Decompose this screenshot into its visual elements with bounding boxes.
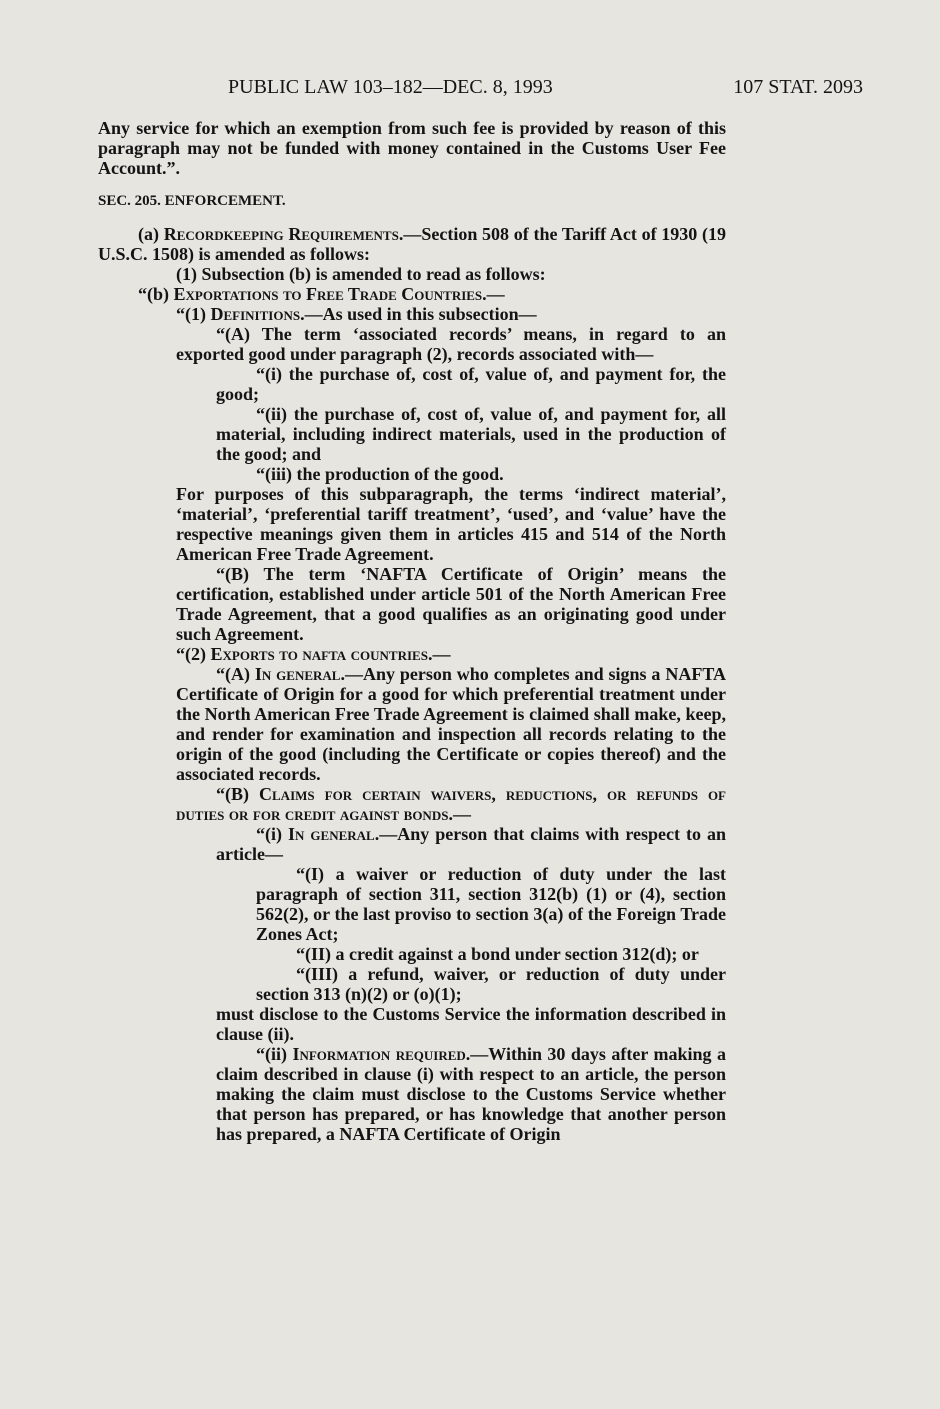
text: .—Any person that claims with respect to an article— [216, 824, 726, 864]
label: (a) [138, 224, 164, 244]
paragraph-a [98, 224, 726, 264]
text: .—Within 30 days after making a claim described in clause (i) with respect to an article, the person making the claim must disclose to the Customs Service whether that person has prepared, or has knowledge that another person has prepared, a NAFTA Certificate of Origin [216, 1044, 726, 1144]
subsection-b-heading [98, 284, 726, 304]
label: “(B) [216, 784, 260, 804]
subsection-1: (1) Subsection (b) is amended to read as follows: [176, 264, 546, 284]
clause-i: “(i) the purchase of, cost of, value of, and payment for, the good; [216, 364, 726, 404]
text: .— [448, 804, 471, 824]
text: .—Section 508 of the Tariff Act of 1930 (19 U.S.C. 1508) is amended as follows: [98, 224, 726, 264]
subclause-III: “(III) a refund, waiver, or reduction of duty under section 313 (n)(2) or (o)(1); [256, 964, 726, 1004]
caps-heading: In general [288, 824, 375, 844]
clause-iii: “(iii) the production of the good. [256, 464, 504, 484]
text: .— [427, 644, 451, 664]
intro-paragraph: Any service for which an exemption from such fee is provided by reason of this paragraph may not be funded with money contained in the Customs User Fee Account.”. [98, 118, 726, 178]
definition-b: “(B) The term ‘NAFTA Certificate of Origin’ means the certification, established under article 501 of the North American Free Trade Agreement, that a good qualifies as an originating good under such Agreement. [176, 564, 726, 644]
text: .— [482, 284, 505, 304]
definitions-heading [98, 304, 726, 324]
label: “(b) [138, 284, 174, 304]
clause-b-i [98, 824, 726, 864]
purposes-paragraph: For purposes of this subparagraph, the terms ‘indirect material’, ‘material’, ‘preferential tariff treatment’, ‘used’, and ‘value’ have the respective meanings given them in articles 415 and 514 of the North American Free Trade Agreement. [176, 484, 726, 564]
subclause-I: “(I) a waiver or reduction of duty under the last paragraph of section 311, section 312(b) (1) or (4), section 562(2), or the last proviso to section 3(a) of the Foreign Trade Zones Act; [256, 864, 726, 944]
caps-heading: Exportations to Free Trade Countries [173, 284, 483, 304]
caps-heading: Claims for certain waivers, reductions, or refunds of duties or for credit against bonds [176, 784, 727, 824]
public-law-heading: PUBLIC LAW 103–182—DEC. 8, 1993 [228, 76, 553, 98]
caps-heading: In general [254, 664, 341, 684]
caps-heading: Information required [292, 1044, 466, 1064]
definition-a: “(A) The term ‘associated records’ means, in regard to an exported good under paragraph (2), records associated with— [176, 324, 726, 364]
subclause-II: “(II) a credit against a bond under section 312(d); or [296, 944, 699, 964]
disclosure-paragraph: must disclose to the Customs Service the information described in clause (ii). [216, 1004, 726, 1044]
clause-ii: “(ii) the purchase of, cost of, value of, and payment for, all material, including indirect materials, used in the production of the good; and [216, 404, 726, 464]
paragraph-2b-heading [98, 784, 726, 824]
label: “(1) [176, 304, 211, 324]
clause-b-ii [98, 1044, 726, 1144]
paragraph-2-heading [98, 644, 726, 664]
section-heading: SEC. 205. ENFORCEMENT. [98, 193, 286, 209]
text: .—As used in this subsection— [300, 304, 537, 324]
label: “(i) [256, 824, 289, 844]
label: “(A) [216, 664, 255, 684]
label: “(ii) [256, 1044, 293, 1064]
label: “(2) [176, 644, 211, 664]
body-text [98, 118, 726, 1144]
caps-heading: Exports to nafta countries [210, 644, 428, 664]
page-header [0, 72, 940, 102]
caps-heading: Recordkeeping Requirements [163, 224, 399, 244]
caps-heading: Definitions [210, 304, 301, 324]
paragraph-2a [98, 664, 726, 784]
text: .—Any person who completes and signs a NAFTA Certificate of Origin for a good for which preferential treatment under the North American Free Trade Agreement is claimed shall make, keep, and render for examination and inspection all records relating to the origin of the good (including the Certificate or copies thereof) and the associated records. [176, 664, 726, 784]
statute-page-number: 107 STAT. 2093 [733, 76, 863, 98]
